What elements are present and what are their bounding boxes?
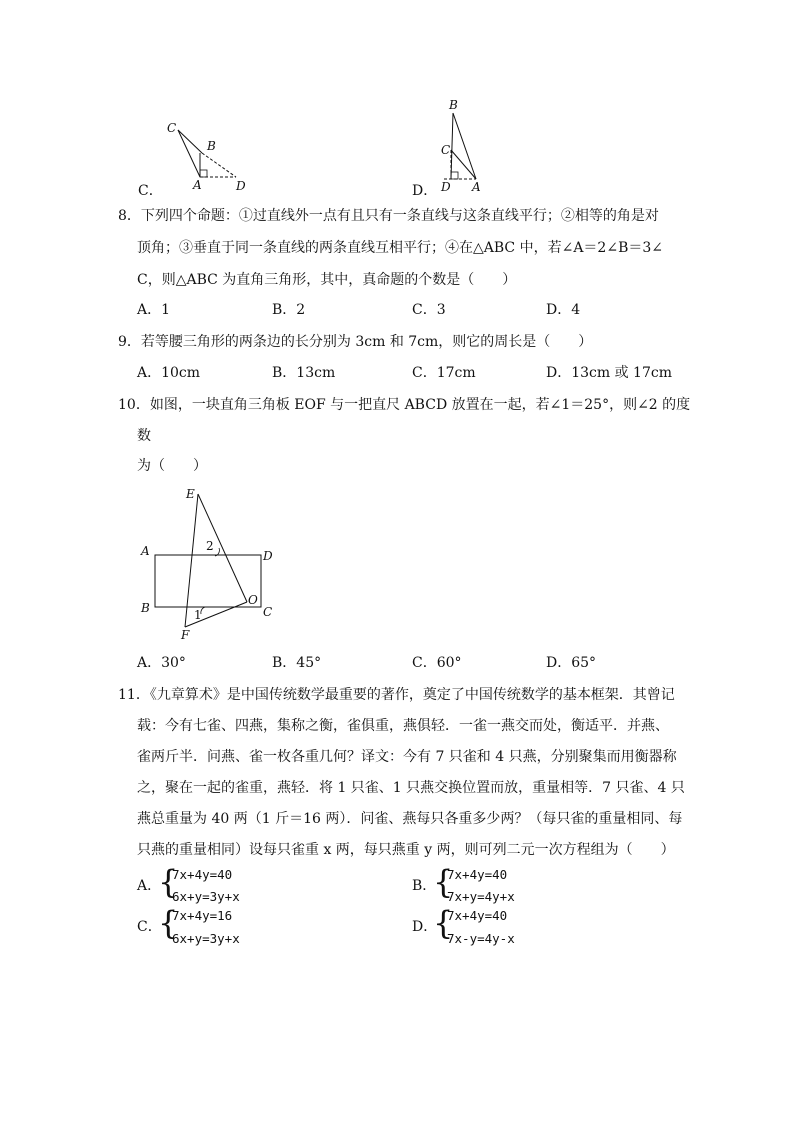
q10-option-d[interactable]: D．65° [546, 655, 597, 671]
q10-angle-1: 1 [194, 608, 202, 622]
q8-line-2: 顶角；③垂直于同一条直线的两条直线互相平行；④在△ABC 中，若∠A＝2∠B＝3∠ [137, 240, 663, 256]
q11-option-b-brace: { [433, 863, 454, 901]
q11-line-4: 之，聚在一起的雀重，燕轻．将 1 只雀、1 只燕交换位置而放，重量相等．7 只雀、4 只 [137, 780, 685, 796]
q10-point-b: B [141, 601, 150, 615]
q10-angle-2: 2 [206, 539, 214, 553]
fig-c-point-d: D [236, 179, 246, 193]
figure-option-d [430, 95, 500, 200]
q11-option-c-eq1: 7x+4y=16 [172, 908, 233, 923]
q8-option-c[interactable]: C．3 [412, 302, 446, 318]
q11-line-6: 只燕的重量相同）设每只雀重 x 两，每只燕重 y 两，则可列二元一次方程组为（ ） [137, 842, 675, 858]
q9-line-1: 9．若等腰三角形的两条边的长分别为 3cm 和 7cm，则它的周长是（ ） [118, 334, 593, 350]
q11-option-d-eq1: 7x+4y=40 [447, 908, 508, 923]
fig-c-point-a: A [193, 178, 202, 192]
q8-option-b[interactable]: B．2 [272, 302, 306, 318]
q10-point-c: C [263, 605, 273, 619]
q11-option-a-eq2: 6x+y=3y+x [172, 889, 240, 904]
q8-option-a[interactable]: A．1 [137, 302, 171, 318]
q8-line-3: C，则△ABC 为直角三角形，其中，真命题的个数是（ ） [137, 272, 517, 288]
figure-option-c [160, 118, 260, 198]
q10-point-d: D [263, 549, 273, 563]
figure-option-c-label[interactable]: C． [138, 183, 163, 199]
q11-option-a-eq1: 7x+4y=40 [172, 867, 233, 882]
q10-line-3: 为（ ） [137, 458, 207, 474]
q11-option-a-label[interactable]: A． [137, 878, 162, 894]
q11-line-1: 11．《九章算术》是中国传统数学最重要的著作，奠定了中国传统数学的基本框架．其曾记 [118, 687, 675, 703]
fig-d-point-a: A [472, 180, 481, 194]
q11-option-c-brace: { [158, 904, 179, 942]
q9-option-d[interactable]: D．13cm 或 17cm [546, 365, 672, 381]
q8-line-1: 8．下列四个命题：①过直线外一点有且只有一条直线与这条直线平行；②相等的角是对 [118, 208, 659, 224]
q10-point-a: A [141, 544, 150, 558]
q10-point-o: O [248, 593, 258, 607]
q11-option-b-label[interactable]: B． [412, 878, 437, 894]
q11-option-b-eq2: 7x+y=4y+x [447, 889, 515, 904]
q10-line-2: 数 [137, 428, 151, 444]
q11-option-b-eq1: 7x+4y=40 [447, 867, 508, 882]
q11-option-a-brace: { [158, 863, 179, 901]
q11-line-2: 载：今有七雀、四燕，集称之衡，雀俱重，燕俱轻．一雀一燕交而处，衡适平．并燕、 [137, 718, 669, 734]
q9-option-c[interactable]: C．17cm [412, 365, 476, 381]
fig-d-point-c: C [441, 143, 451, 157]
q9-option-b[interactable]: B．13cm [272, 365, 336, 381]
q10-point-e: E [186, 487, 195, 501]
figure-option-d-label[interactable]: D． [412, 183, 438, 199]
q11-option-d-brace: { [433, 904, 454, 942]
q11-option-d-eq2: 7x-y=4y-x [447, 931, 515, 946]
q10-option-c[interactable]: C．60° [412, 655, 462, 671]
q11-option-d-label[interactable]: D． [412, 919, 438, 935]
q10-option-b[interactable]: B．45° [272, 655, 322, 671]
q9-option-a[interactable]: A．10cm [137, 365, 201, 381]
fig-d-point-b: B [449, 98, 458, 112]
fig-d-point-d: D [441, 180, 451, 194]
q10-line-1: 10．如图，一块直角三角板 EOF 与一把直尺 ABCD 放置在一起，若∠1＝25°，则∠2 的度 [118, 397, 691, 413]
q11-line-5: 燕总重量为 40 两（1 斤＝16 两）．问雀、燕每只各重多少两？（每只雀的重量相同、每 [137, 811, 683, 827]
q8-option-d[interactable]: D．4 [546, 302, 581, 318]
fig-c-point-c: C [167, 121, 177, 135]
fig-c-point-b: B [207, 139, 216, 153]
q11-option-c-eq2: 6x+y=3y+x [172, 931, 240, 946]
q10-option-a[interactable]: A．30° [137, 655, 186, 671]
q11-option-c-label[interactable]: C． [137, 919, 162, 935]
q10-point-f: F [181, 628, 190, 642]
q11-line-3: 雀两斤半．问燕、雀一枚各重几何？译文：今有 7 只雀和 4 只燕，分别聚集而用衡器称 [137, 749, 677, 765]
figure-q10 [135, 482, 285, 644]
